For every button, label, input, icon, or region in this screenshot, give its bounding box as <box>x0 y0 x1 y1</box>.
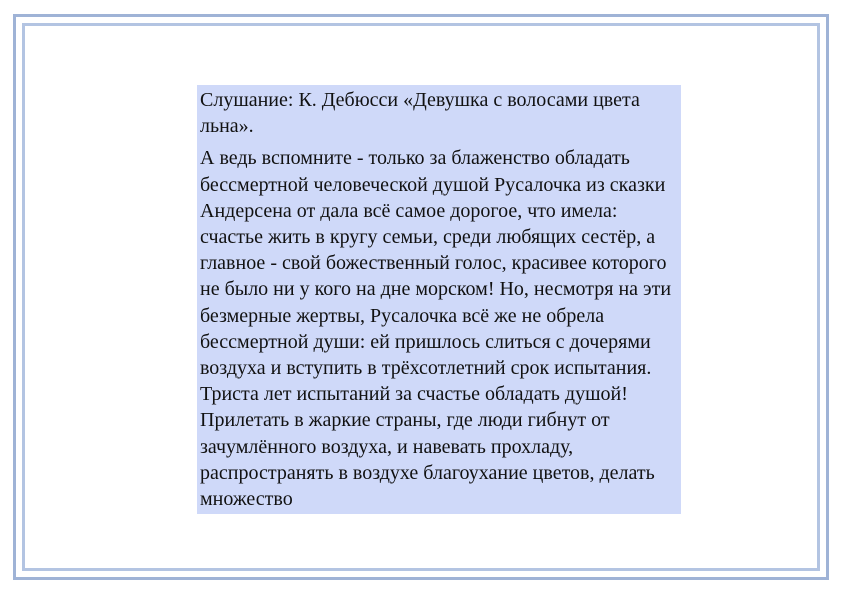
slide-title: Слушание: К. Дебюсси «Девушка с волосами цвета льна». <box>200 89 640 138</box>
text-box <box>197 85 681 514</box>
slide-body-text: А ведь вспомните - только за блаженство обладать бессмертной человеческой душой Русалочка из сказки Андерсена от дала всё самое дорогое, что имела: счастье жить в кругу семьи, среди любящих сестёр, а главное - свой божественный голос, красивее которого не было ни у кого на дне морском! Но, несмотря на эти безмерные жертвы, Русалочка всё же не обрела бессмертной души: ей пришлось слиться с дочерями воздуха и вступить в трёхсотлетний срок испытания. Триста лет испытаний за счастье обладать душой! Прилетать в жаркие страны, где люди гибнут от зачумлённого воздуха, и навевать прохладу, распространять в воздухе благоухание цветов, делать множество <box>200 147 672 511</box>
